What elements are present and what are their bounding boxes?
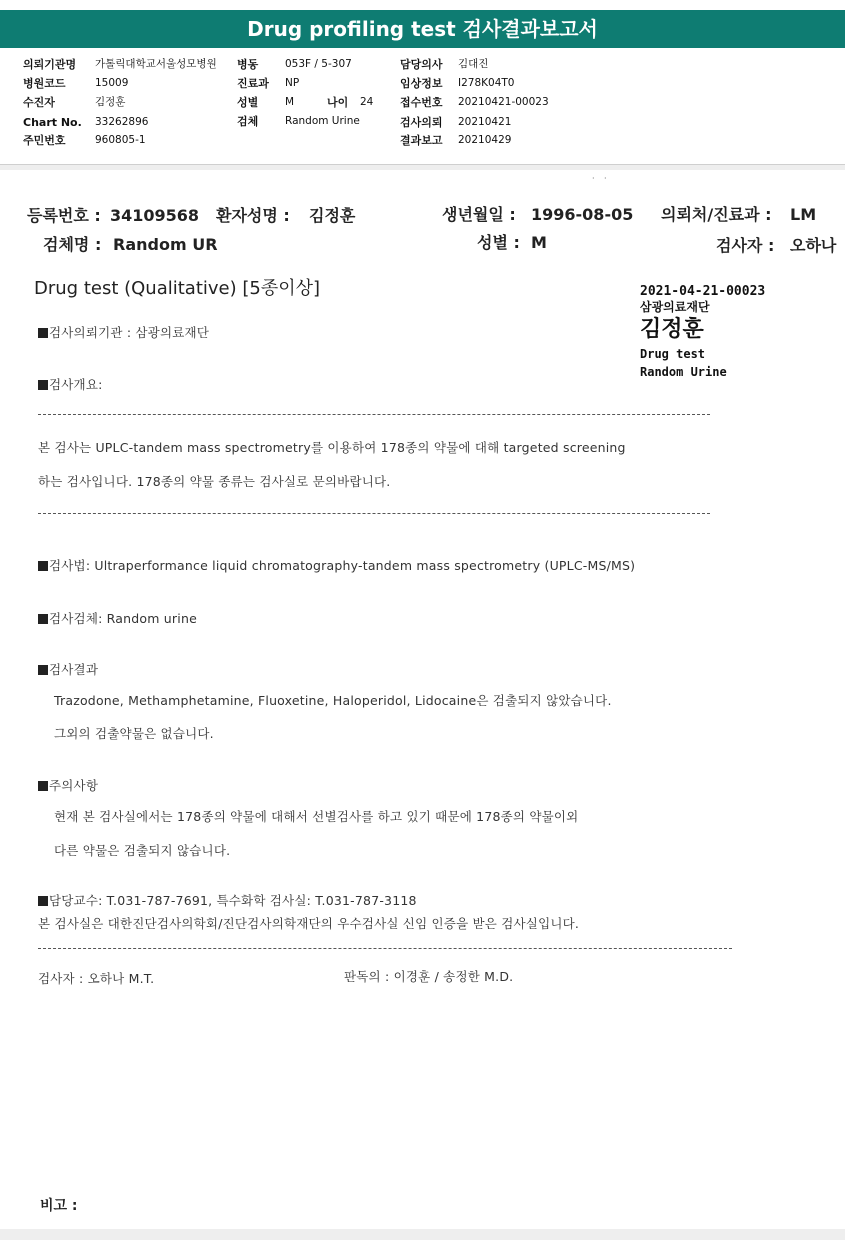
bullet-square	[38, 614, 48, 624]
ssn-label: 주민번호	[23, 134, 66, 147]
caution-line-2: 다른 약물은 검출되지 않습니다.	[54, 843, 231, 858]
dob-value: 1996-08-05	[531, 205, 634, 224]
sticker-specimen: Random Urine	[640, 365, 727, 379]
report-date-label: 결과보고	[400, 134, 443, 147]
contact-line: 담당교수: T.031-787-7691, 특수화학 검사실: T.031-787-3118	[38, 893, 417, 909]
sticker-id: 2021-04-21-00023	[640, 284, 766, 299]
doctor-value: 김대진	[458, 58, 489, 70]
overview-line-2: 하는 검사입니다. 178종의 약물 종류는 검사실로 문의바랍니다.	[38, 474, 391, 489]
caution-line-1: 현재 본 검사실에서는 178종의 약물에 대해서 선별검사를 하고 있기 때문에 178종의 약물이외	[54, 809, 579, 824]
method-line: 검사법: Ultraperformance liquid chromatography-tandem mass spectrometry (UPLC-MS/MS)	[38, 558, 635, 574]
bullet-square	[38, 781, 48, 791]
dob-label: 생년월일 :	[442, 205, 516, 224]
receipt-value: 20210421-00023	[458, 96, 549, 108]
bullet-square	[38, 380, 48, 390]
ssn-value: 960805-1	[95, 134, 146, 146]
result-line-2: 그외의 검출약물은 없습니다.	[54, 726, 214, 741]
sticker-name: 김정훈	[640, 317, 704, 342]
bullet-square	[38, 665, 48, 675]
sticker-org: 삼광의료재단	[640, 300, 710, 314]
requester-dept-label: 의뢰처/진료과 :	[661, 205, 772, 224]
result-line-1: Trazodone, Methamphetamine, Fluoxetine, Haloperidol, Lidocaine은 검출되지 않았습니다.	[54, 693, 612, 708]
dept-value: NP	[285, 77, 300, 89]
reg-no-value: 34109568	[110, 206, 200, 225]
certification-line: 본 검사실은 대한진단검사의학회/진단검사의학재단의 우수검사실 신임 인증을 받은 검사실입니다.	[38, 916, 580, 931]
tester-signature: 검사자 : 오하나 M.T.	[38, 971, 155, 986]
report-title-banner: Drug profiling test 검사결과보고서	[0, 10, 845, 48]
hospital-code-value: 15009	[95, 77, 129, 89]
tester-value: 오하나	[790, 236, 837, 255]
institution-value: 가톨릭대학교서울성모병원	[95, 58, 217, 70]
report-section-title: Drug test (Qualitative) [5종이상]	[34, 278, 321, 299]
reg-no-label: 등록번호 :	[27, 206, 101, 225]
ward-label: 병동	[237, 58, 259, 71]
bullet-square	[38, 896, 48, 906]
institution-label: 의뢰기관명	[23, 58, 77, 71]
header-separator	[0, 164, 845, 170]
footer-strip	[0, 1229, 845, 1240]
dashed-divider	[38, 948, 732, 949]
specimen-value: Random Urine	[285, 115, 360, 127]
patient-name-value: 김정훈	[309, 206, 356, 225]
dashed-divider	[38, 513, 710, 514]
clinical-info-label: 임상정보	[400, 77, 443, 90]
age-value: 24	[360, 96, 374, 108]
sex-value: M	[285, 96, 295, 108]
request-value: 20210421	[458, 116, 512, 128]
overview-line-1: 본 검사는 UPLC-tandem mass spectrometry를 이용하여 178종의 약물에 대해 targeted screening	[38, 440, 626, 455]
sticker-test: Drug test	[640, 347, 706, 361]
result-heading: 검사결과	[38, 662, 98, 678]
scan-mark: ·	[592, 174, 595, 183]
report-date-value: 20210429	[458, 134, 512, 146]
patient-name-label: 환자성명 :	[216, 206, 290, 225]
chart-label: Chart No.	[23, 116, 82, 129]
specimen-name-label: 검체명 :	[43, 235, 102, 254]
age-label: 나이	[327, 96, 349, 109]
specimen-label: 검체	[237, 115, 259, 128]
chart-value: 33262896	[95, 116, 149, 128]
patient-value: 김정훈	[95, 96, 126, 108]
tester-label: 검사자 :	[716, 236, 775, 255]
sex-label: 성별	[237, 96, 259, 109]
hospital-code-label: 병원코드	[23, 77, 66, 90]
overview-heading: 검사개요:	[38, 377, 103, 393]
receipt-label: 접수번호	[400, 96, 443, 109]
patient-sex-value: M	[531, 233, 547, 252]
dashed-divider	[38, 414, 710, 415]
bullet-square	[38, 328, 48, 338]
specimen-name-value: Random UR	[113, 235, 218, 254]
doctor-label: 담당의사	[400, 58, 443, 71]
requester-dept-value: LM	[790, 205, 817, 224]
patient-sex-label: 성별 :	[477, 233, 520, 252]
reader-signature: 판독의 : 이경훈 / 송정한 M.D.	[344, 969, 514, 984]
specimen-line: 검사검체: Random urine	[38, 611, 197, 627]
lab-line: 검사의뢰기관 : 삼광의료재단	[38, 325, 209, 341]
remark-label: 비고 :	[40, 1198, 78, 1214]
scan-mark: ·	[604, 174, 607, 183]
request-label: 검사의뢰	[400, 116, 443, 129]
ward-value: 053F / 5-307	[285, 58, 352, 70]
bullet-square	[38, 561, 48, 571]
dept-label: 진료과	[237, 77, 269, 90]
patient-label: 수진자	[23, 96, 55, 109]
caution-heading: 주의사항	[38, 778, 98, 794]
clinical-info-value: I278K04T0	[458, 77, 515, 89]
